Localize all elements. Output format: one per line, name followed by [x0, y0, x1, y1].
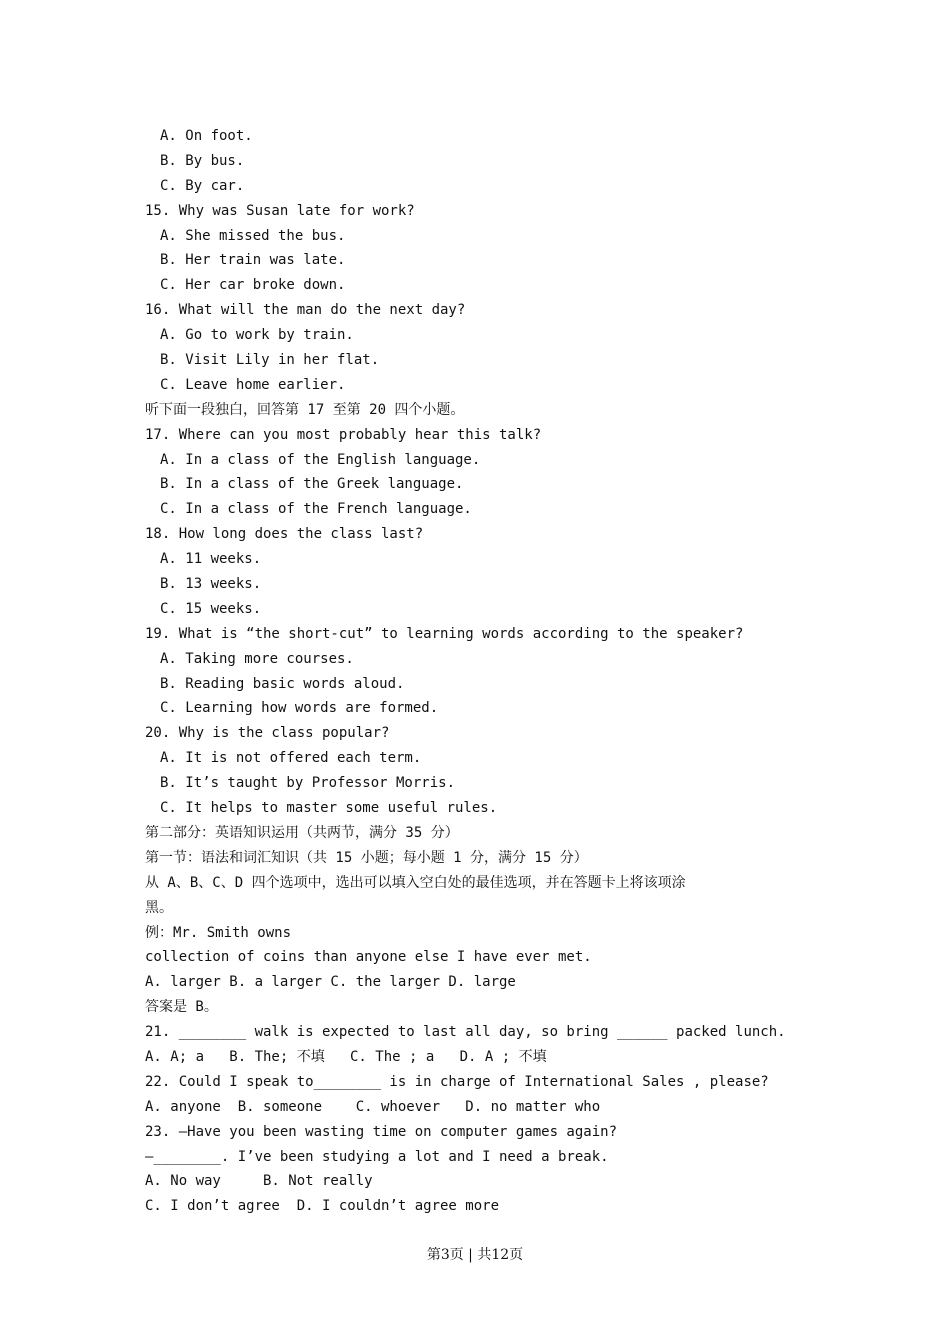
text-line: 18. How long does the class last? [145, 526, 424, 543]
text-line: A. anyone B. someone C. whoever D. no matter who [145, 1098, 601, 1115]
text-line: 黑。 [145, 899, 173, 916]
answer-option: A. In a class of the English language. [160, 451, 481, 468]
text-line: 21. ________ walk is expected to last all day, so bring ______ packed lunch. [145, 1024, 786, 1041]
answer-option: B. It’s taught by Professor Morris. [160, 775, 456, 792]
text-line: A. A; a B. The; 不填 C. The ; a D. A ; 不填 [145, 1048, 547, 1065]
text-line: 20. Why is the class popular? [145, 725, 390, 742]
answer-option: C. Leave home earlier. [160, 376, 346, 393]
text-line: collection of coins than anyone else I have ever met. [145, 949, 592, 966]
text-line: 例：Mr. Smith owns [145, 924, 292, 941]
text-line: A. No way B. Not really [145, 1173, 373, 1190]
text-line: 第二部分：英语知识运用（共两节，满分 35 分） [145, 824, 459, 841]
answer-option: A. It is not offered each term. [160, 750, 422, 767]
text-line: 19. What is “the short-cut” to learning words according to the speaker? [145, 625, 744, 642]
answer-option: C. In a class of the French language. [160, 501, 472, 518]
answer-option: C. By car. [160, 177, 245, 194]
text-line: 17. Where can you most probably hear this talk? [145, 426, 542, 443]
answer-option: C. Learning how words are formed. [160, 700, 439, 717]
text-line: 16. What will the man do the next day? [145, 302, 466, 319]
document-body [0, 124, 950, 1219]
page-footer: 第3页 | 共12页 [426, 1247, 524, 1263]
text-line: 第一节：语法和词汇知识（共 15 小题；每小题 1 分，满分 15 分） [145, 849, 588, 866]
answer-option: C. 15 weeks. [160, 600, 262, 617]
answer-option: B. Reading basic words aloud. [160, 675, 405, 692]
text-line: C. I don’t agree D. I couldn’t agree more [145, 1198, 500, 1215]
text-line: 从 A、B、C、D 四个选项中，选出可以填入空白处的最佳选项，并在答题卡上将该项涂 [145, 874, 686, 891]
text-line: 23. —Have you been wasting time on computer games again? [145, 1123, 618, 1140]
text-line: 22. Could I speak to________ is in charge of International Sales , please? [145, 1073, 769, 1090]
answer-option: B. By bus. [160, 152, 245, 169]
answer-option: B. Visit Lily in her flat. [160, 352, 380, 369]
answer-option: A. She missed the bus. [160, 227, 346, 244]
text-line: A. larger B. a larger C. the larger D. large [145, 974, 516, 991]
answer-option: A. Taking more courses. [160, 650, 354, 667]
answer-option: B. 13 weeks. [160, 576, 262, 593]
answer-option: C. It helps to master some useful rules. [160, 800, 498, 817]
answer-option: A. 11 weeks. [160, 551, 262, 568]
text-line: 15. Why was Susan late for work? [145, 202, 415, 219]
answer-option: A. On foot. [160, 128, 253, 144]
answer-option: B. Her train was late. [160, 252, 346, 269]
text-line: 答案是 B。 [145, 999, 218, 1016]
answer-option: B. In a class of the Greek language. [160, 476, 464, 493]
text-line: 听下面一段独白，回答第 17 至第 20 四个小题。 [145, 401, 465, 418]
text-line: —________. I’ve been studying a lot and I need a break. [145, 1148, 609, 1165]
answer-option: A. Go to work by train. [160, 327, 354, 344]
answer-option: C. Her car broke down. [160, 277, 346, 294]
